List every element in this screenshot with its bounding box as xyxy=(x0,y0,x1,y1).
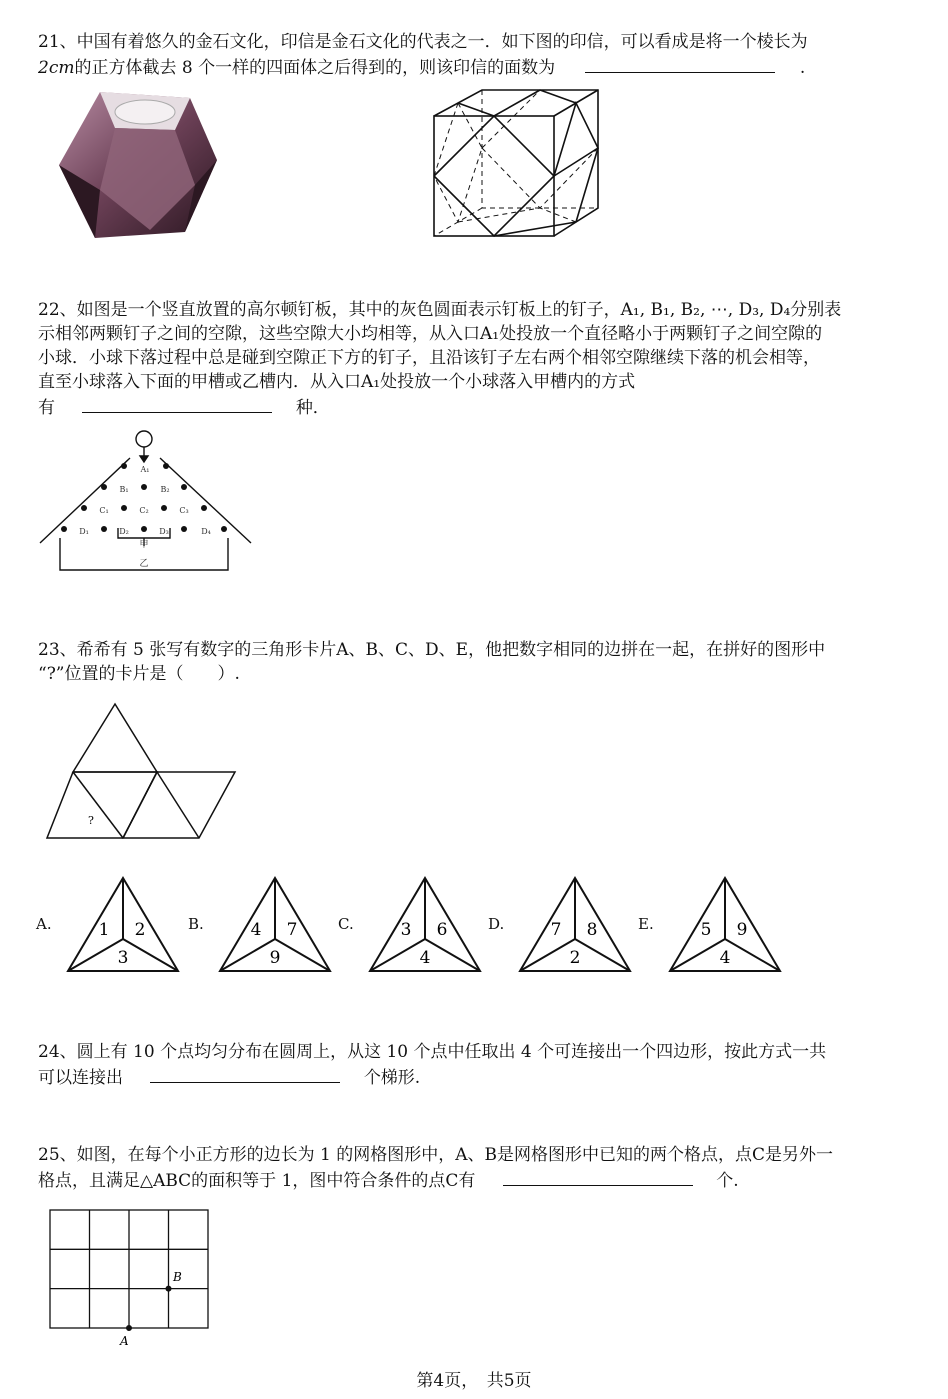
q22-line3: 小球．小球下落过程中总是碰到空隙正下方的钉子，且沿该钉子左右两个相邻空隙继续下落的机会相等， xyxy=(38,348,820,368)
seal-photo xyxy=(55,90,220,240)
option-number: 7 xyxy=(550,920,562,940)
q22-answer-blank[interactable] xyxy=(82,394,272,413)
option-card[interactable] xyxy=(516,875,634,975)
q25-answer-blank[interactable] xyxy=(503,1167,693,1186)
q22-zhong: 种． xyxy=(295,398,330,418)
q21-line2-text: 的正方体截去 8 个一样的四面体之后得到的，则该印信的面数为 xyxy=(74,58,556,78)
slot-jia-label: 甲 xyxy=(139,540,149,550)
gap-label: C₁ xyxy=(99,506,109,515)
q22-you: 有 xyxy=(38,398,55,418)
q21-edge-length: 2cm xyxy=(38,58,75,78)
option-number: 3 xyxy=(400,920,412,940)
q25-line2 xyxy=(38,1167,918,1193)
q24-answer-blank[interactable] xyxy=(150,1064,340,1083)
q24-line2 xyxy=(38,1064,918,1090)
option-card[interactable] xyxy=(64,875,182,975)
q22-line5 xyxy=(38,394,918,420)
option-label[interactable]: D. xyxy=(488,915,505,933)
q25-line1: 25、如图，在每个小正方形的边长为 1 的网格图形中，A、B是网格图形中已知的两个格点，点C是另外一 xyxy=(38,1145,834,1165)
gap-label: D₂ xyxy=(119,527,129,536)
option-number: 5 xyxy=(700,920,712,940)
gap-label: C₂ xyxy=(139,506,149,515)
question-23 xyxy=(38,638,918,686)
gap-label: A₁ xyxy=(140,465,150,474)
option-card[interactable] xyxy=(666,875,784,975)
option-number: 6 xyxy=(436,920,448,940)
option-number: 4 xyxy=(419,948,431,968)
gap-label: D₄ xyxy=(201,527,211,536)
q23-line2: “?”位置的卡片是（ ）. xyxy=(38,664,240,684)
q21-period: . xyxy=(799,58,806,78)
question-24 xyxy=(38,1040,918,1090)
q21-line2 xyxy=(38,54,918,80)
option-card[interactable] xyxy=(216,875,334,975)
option-number: 2 xyxy=(134,920,146,940)
option-label[interactable]: A. xyxy=(36,915,52,933)
gap-label: C₃ xyxy=(179,506,189,515)
galton-board-figure xyxy=(38,428,253,573)
question-25 xyxy=(38,1143,918,1193)
q25-text-a: 格点，且满足△ABC的面积等于 1，图中符合条件的点C有 xyxy=(38,1171,476,1191)
option-label[interactable]: B. xyxy=(188,915,204,933)
assembled-triangles-figure xyxy=(45,700,240,840)
gap-label: B₂ xyxy=(160,485,170,494)
option-label[interactable]: E. xyxy=(638,915,654,933)
q24-text-a: 可以连接出 xyxy=(38,1068,123,1088)
question-21 xyxy=(38,30,918,80)
gap-label: D₁ xyxy=(79,527,89,536)
q21-answer-blank[interactable] xyxy=(585,54,775,73)
grid-figure xyxy=(45,1205,215,1350)
q22-line4: 直至小球落入下面的甲槽或乙槽内．从入口A₁处投放一个小球落入甲槽内的方式 xyxy=(38,372,636,392)
point-B xyxy=(166,1286,172,1292)
truncated-cube-figure xyxy=(430,88,605,240)
option-number: 1 xyxy=(98,920,110,940)
option-number: 9 xyxy=(269,948,281,968)
q22-line1: 22、如图是一个竖直放置的高尔顿钉板，其中的灰色圆面表示钉板上的钉子，A₁, B₁, B₂, ⋯, D₃, D₄分别表 xyxy=(38,300,842,320)
option-number: 7 xyxy=(286,920,298,940)
option-number: 2 xyxy=(569,948,581,968)
option-number: 3 xyxy=(117,948,129,968)
question-22 xyxy=(38,298,918,420)
label-B: B xyxy=(173,1270,182,1284)
option-number: 9 xyxy=(736,920,748,940)
label-A: A xyxy=(120,1334,129,1348)
point-A xyxy=(126,1325,132,1331)
option-label[interactable]: C. xyxy=(338,915,354,933)
q24-text-b: 个梯形. xyxy=(363,1068,421,1088)
slot-yi-label: 乙 xyxy=(139,559,149,569)
option-card[interactable] xyxy=(366,875,484,975)
page-footer: 第4页， 共5页 xyxy=(416,1371,532,1391)
option-number: 4 xyxy=(719,948,731,968)
q23-line1: 23、希希有 5 张写有数字的三角形卡片A、B、C、D、E，他把数字相同的边拼在一起，在拼好的图形中 xyxy=(38,640,826,660)
option-number: 4 xyxy=(250,920,262,940)
question-mark-label: ? xyxy=(88,814,94,827)
option-number: 8 xyxy=(586,920,598,940)
gap-label: B₁ xyxy=(119,485,129,494)
q24-line1: 24、圆上有 10 个点均匀分布在圆周上，从这 10 个点中任取出 4 个可连接出一个四边形，按此方式一共 xyxy=(38,1042,827,1062)
q22-line2: 示相邻两颗钉子之间的空隙，这些空隙大小均相等，从入口A₁处投放一个直径略小于两颗钉子之间空隙的 xyxy=(38,324,823,344)
gap-label: D₃ xyxy=(159,527,169,536)
q21-line1: 21、中国有着悠久的金石文化，印信是金石文化的代表之一．如下图的印信，可以看成是将一个棱长为 xyxy=(38,32,808,52)
q25-text-b: 个. xyxy=(716,1171,739,1191)
